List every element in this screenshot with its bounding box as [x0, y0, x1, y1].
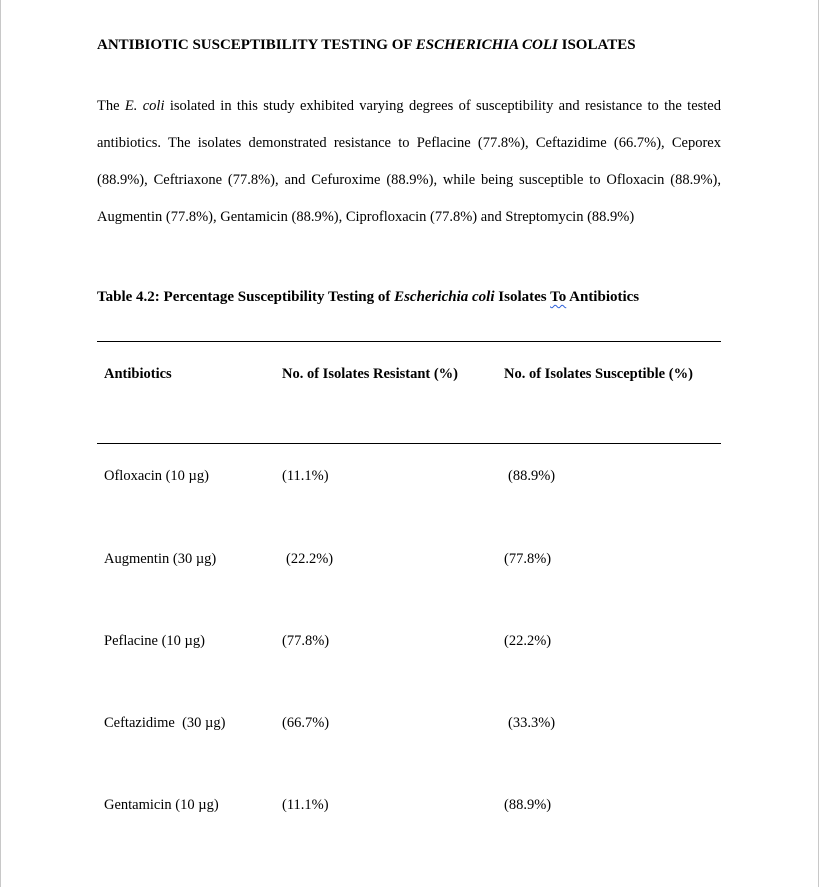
antibiotic-name-cell: Peflacine (10 µg): [104, 633, 205, 649]
susceptible-percent-cell: (88.9%): [504, 797, 552, 813]
heading-italic: ESCHERICHIA COLI: [415, 37, 558, 53]
table-row: [1, 715, 819, 737]
antibiotic-name-cell: Ofloxacin (10 µg): [104, 468, 209, 484]
caption-suffix: Antibiotics: [566, 289, 640, 305]
column-header-resistant: No. of Isolates Resistant (%): [282, 366, 458, 382]
susceptible-percent-cell: (22.2%): [504, 633, 552, 649]
paragraph-body: isolated in this study exhibited varying degrees of susceptibility and resistance to the tested antibiotics. The isolates demonstrated resistance to Peflacine (77.8%), Ceftazidime (66.7%), Ceporex (88.9%), Ceftriaxone (77.8%), and Cefuroxime (88.9%), while being susceptible to Ofloxacin (88.9%), Augmentin (77.8%), Gentamicin (88.9%), Ciprofloxacin (77.8%) and Streptomycin (88.9%): [97, 98, 721, 225]
resistant-percent-cell: (22.2%): [286, 551, 334, 567]
antibiotic-name-cell: Augmentin (30 µg): [104, 551, 217, 567]
resistant-percent-cell: (77.8%): [282, 633, 330, 649]
table-row: [1, 633, 819, 655]
antibiotic-name-cell: Gentamicin (10 µg): [104, 797, 219, 813]
column-header-antibiotics: Antibiotics: [104, 366, 172, 382]
heading-prefix: ANTIBIOTIC SUSCEPTIBILITY TESTING OF: [97, 37, 416, 53]
table-top-rule: [97, 341, 721, 342]
table-row: [1, 468, 819, 490]
table-row: [1, 797, 819, 819]
resistant-percent-cell: (11.1%): [282, 468, 329, 484]
caption-prefix: Table 4.2: Percentage Susceptibility Testing of: [97, 289, 395, 305]
paragraph-italic: E. coli: [124, 98, 165, 114]
table-row: [1, 551, 819, 573]
body-paragraph: [97, 88, 721, 236]
column-header-susceptible: No. of Isolates Susceptible (%): [504, 366, 693, 382]
heading-suffix: ISOLATES: [557, 37, 636, 53]
resistant-percent-cell: (66.7%): [282, 715, 330, 731]
susceptible-percent-cell: (33.3%): [508, 715, 556, 731]
spellcheck-flagged-word[interactable]: To: [550, 289, 567, 305]
table-header-rule: [97, 443, 721, 444]
resistant-percent-cell: (11.1%): [282, 797, 329, 813]
caption-middle: Isolates: [494, 289, 551, 305]
caption-italic: Escherichia coli: [394, 289, 495, 305]
susceptible-percent-cell: (88.9%): [508, 468, 556, 484]
table-caption: [97, 289, 639, 306]
susceptible-percent-cell: (77.8%): [504, 551, 552, 567]
antibiotic-name-cell: Ceftazidime (30 µg): [104, 715, 226, 731]
paragraph-prefix: The: [97, 98, 125, 114]
section-heading: [97, 37, 636, 54]
